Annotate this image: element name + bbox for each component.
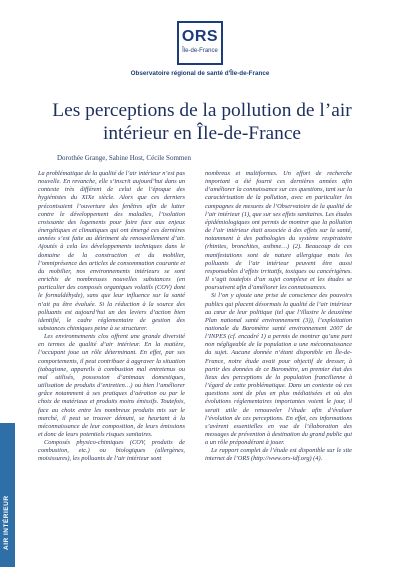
section-sidebar: [0, 423, 15, 567]
logo-acronym: ORS: [181, 28, 219, 45]
section-label: AIR INTÉRIEUR: [3, 495, 10, 550]
title-line-1: Les perceptions de la pollution de l’air: [52, 100, 352, 121]
text-column-right: [205, 170, 352, 464]
text-column-left: [38, 170, 185, 464]
paragraph: La problématique de la qualité de l’air intérieur n’est pas nouvelle. En revanche, elle s’inscrit aujourd’hui dans un contexte très différent de celui de l’époque des hygiénistes du XIXe siècle. Alors que ces derniers préconisaient l’ouverture des fenêtres afin de lutter contre le développement des maladies, l’isolation croissante des logements pour faire face aux enjeux énergétiques et climatiques qui ont émergé ces dernières années s’est faite au détriment du renouvellement d’air. Ajoutés à cela les développements techniques dans le domaine de la construction et du mobilier, l’omniprésence des articles de consommation courante et du mobilier, nos environnements intérieurs se sont enrichis de nombreuses nouvelles substances (en particulier des composés organiques volatils (COV) dont le formaldéhyde), sans que leur influence sur la santé n’ait pu être évaluée. Si la réduction à la source des polluants est aujourd’hui un des leviers d’action bien identifié, le cadre réglementaire de gestion des substances chimiques peine à se structurer.: [38, 170, 185, 332]
ors-logo: [177, 21, 223, 65]
paragraph: Les environnements clos offrent une grande diversité en termes de qualité d’air intérieur. En la matière, l’occupant joue un rôle déterminant. En effet, par ses comportements, il peut contribuer à aggraver la situation (tabagisme, appareils à combustion mal entretenus ou mal utilisés, possession d’animaux domestiques, utilisation de produits d’entretien…) ou bien l’améliorer grâce notamment à ses pratiques d’aération ou par le choix de matériaux et produits moins émissifs. Toutefois, face au choix entre les nombreux produits mis sur le marché, il peut se trouver démuni, se heurtant à la méconnaissance de leur composition, de leurs émissions et donc de leurs potentiels risques sanitaires.: [38, 333, 185, 438]
article-title: [22, 99, 382, 145]
paragraph: nombreux et multiformes. Un effort de recherche important a été fourni ces dernières années afin d’améliorer la connaissance sur ces questions, tant sur la caractérisation de la pollution, avec en particulier les campagnes de mesures de l’Observatoire de la qualité de l’air intérieur (1), que sur ses effets sanitaires. Les études épidémiologiques ont permis de montrer que la pollution de l’air intérieur était associée à des effets sur la santé, notamment à des pathologies du système respiratoire (rhinites, bronchites, asthme…) (2). Beaucoup de ces manifestations sont de nature allergique mais les polluants de l’air intérieur peuvent être aussi responsables d’effets irritatifs, toxiques ou cancérigènes. Il s’agit toutefois d’un sujet complexe et les études se poursuivent afin d’améliorer les connaissances.: [205, 170, 352, 292]
paragraph: Composés physico-chimiques (COV, produits de combustion, etc.) ou biologiques (allergènes, moisissures), les polluants de l’air intérieur sont: [38, 439, 185, 463]
paragraph: Si l’on y ajoute une prise de conscience des pouvoirs publics qui placent désormais la qualité de l’air intérieur au cœur de leur politique (tel que l’illustre le deuxième Plan national santé environnement (3)), l’exploitation nationale du Baromètre santé environnement 2007 de l’INPES (cf. encadré 1) a permis de montrer qu’une part non négligeable de la population a une méconnaissance du sujet. Aucune donnée n’étant disponible en Île-de-France, notre étude avait pour objectif de dresser, à partir des données de ce Baromètre, un premier état des lieux des perceptions de la population francilienne à l’égard de cette problématique. Dans un contexte où ces questions sont de plus en plus médiatisées et où des évolutions réglementaires importantes voient le jour, il serait utile de renouveler l’étude afin d’évaluer l’évolution de ces perceptions. En effet, ces informations s’avèrent essentielles en vue de l’élaboration des messages de prévention à destination du grand public qui a un rôle prépondérant à jouer.: [205, 292, 352, 447]
title-line-2: intérieur en Île-de-France: [102, 123, 302, 144]
logo-region: Île-de-France: [182, 48, 218, 54]
paragraph: Le rapport complet de l’étude est disponible sur le site internet de l’ORS (http://www.ors-idf.org) (4).: [205, 447, 352, 463]
observatory-name: Observatoire régional de santé d'Île-de-France: [130, 70, 270, 77]
authors: Dorothée Grange, Sabine Host, Cécile Sommen: [57, 154, 191, 162]
